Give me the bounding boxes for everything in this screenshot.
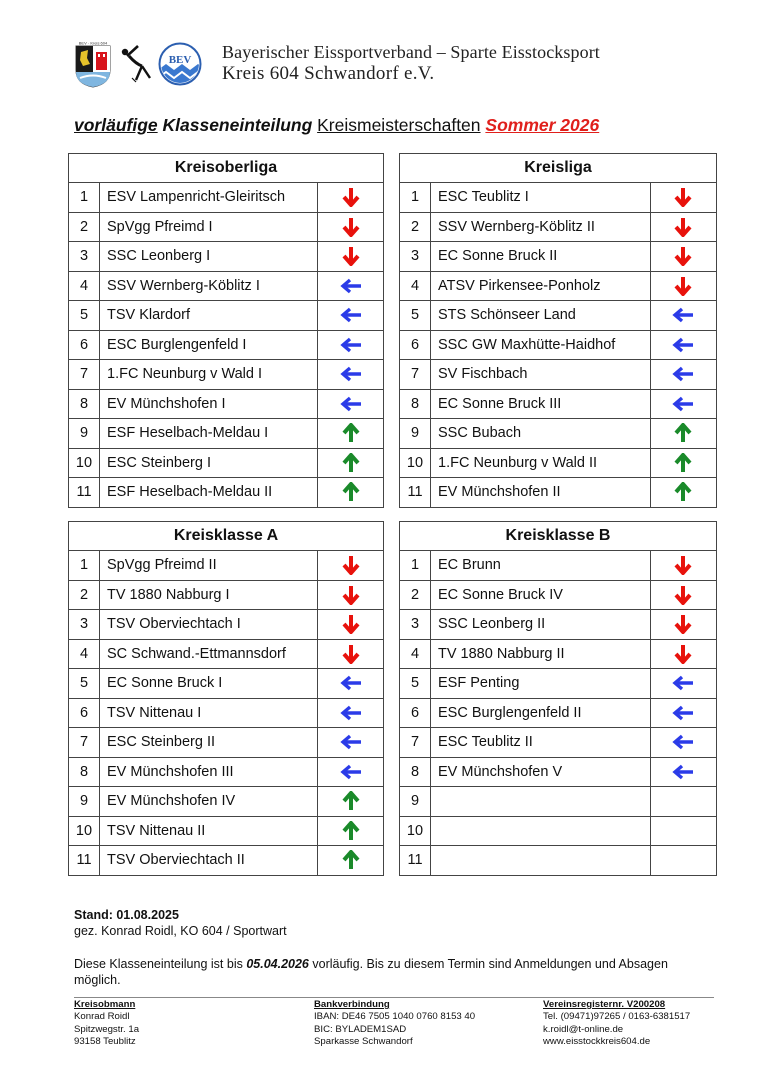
team-name: ESF Penting	[431, 669, 651, 699]
movement-cell	[650, 610, 716, 640]
team-name: SpVgg Pfreimd I	[100, 212, 318, 242]
footer-registry-contact	[543, 999, 690, 1049]
position: 9	[69, 419, 100, 449]
footer-line: Konrad Roidl	[74, 1011, 130, 1023]
table-row	[69, 419, 384, 449]
arrow-up-icon	[674, 484, 692, 500]
movement-cell	[318, 330, 384, 360]
table-row	[400, 183, 717, 213]
movement-cell	[650, 360, 716, 390]
footer-heading: Bankverbindung	[314, 999, 390, 1010]
table-row	[400, 551, 717, 581]
org-line-1: Bayerischer Eissportverband – Sparte Eisstocksport	[222, 42, 600, 62]
position: 8	[400, 757, 431, 787]
arrow-up-icon	[342, 793, 360, 809]
position: 8	[400, 389, 431, 419]
arrow-up-icon	[342, 823, 360, 839]
movement-cell	[650, 580, 716, 610]
movement-cell	[318, 787, 384, 817]
stand-info	[74, 907, 287, 939]
table-row	[69, 551, 384, 581]
table-row	[69, 478, 384, 508]
movement-cell	[650, 448, 716, 478]
arrow-left-icon	[340, 764, 362, 780]
title-provisional: vorläufige	[74, 115, 158, 135]
movement-cell	[650, 757, 716, 787]
bev-logo	[158, 42, 202, 91]
team-name: ESC Teublitz II	[431, 728, 651, 758]
footer-heading: Vereinsregisternr. V200208	[543, 999, 666, 1010]
movement-cell	[650, 389, 716, 419]
team-name: ESC Burglengenfeld I	[100, 330, 318, 360]
movement-cell	[650, 183, 716, 213]
team-name: ATSV Pirkensee-Ponholz	[431, 271, 651, 301]
svg-text:BEV · Kreis 604: BEV · Kreis 604	[78, 40, 108, 45]
arrow-left-icon	[340, 734, 362, 750]
movement-cell	[318, 271, 384, 301]
position: 7	[69, 360, 100, 390]
footer-line: Spitzwegstr. 1a	[74, 1023, 140, 1035]
arrow-left-icon	[672, 675, 694, 691]
movement-cell	[318, 698, 384, 728]
movement-cell	[318, 389, 384, 419]
arrow-down-icon	[342, 587, 360, 603]
position: 9	[400, 419, 431, 449]
team-name: ESC Steinberg II	[100, 728, 318, 758]
arrow-up-icon	[342, 852, 360, 868]
table-row	[400, 846, 717, 876]
position: 7	[400, 728, 431, 758]
team-name: TV 1880 Nabburg I	[100, 580, 318, 610]
table-row	[69, 580, 384, 610]
title-season: Sommer 2026	[485, 115, 600, 135]
team-name: EC Sonne Bruck I	[100, 669, 318, 699]
footer-line: 93158 Teublitz	[74, 1036, 136, 1048]
league-name: Kreisliga	[400, 154, 717, 183]
movement-cell	[318, 610, 384, 640]
team-name: EC Sonne Bruck II	[431, 242, 651, 272]
team-name: EC Sonne Bruck IV	[431, 580, 651, 610]
position: 1	[69, 551, 100, 581]
position: 9	[69, 787, 100, 817]
team-name	[431, 846, 651, 876]
position: 11	[400, 846, 431, 876]
movement-cell	[650, 301, 716, 331]
arrow-down-icon	[674, 189, 692, 205]
table-row	[69, 787, 384, 817]
footer-kreisobmann	[74, 999, 139, 1049]
movement-cell	[318, 419, 384, 449]
page-title	[74, 115, 599, 136]
position: 5	[400, 301, 431, 331]
team-name: 1.FC Neunburg v Wald I	[100, 360, 318, 390]
team-name: ESV Lampenricht-Gleiritsch	[100, 183, 318, 213]
arrow-left-icon	[672, 366, 694, 382]
team-name	[431, 787, 651, 817]
footer-line: IBAN: DE46 7505 1040 0760 8153 40	[314, 1011, 476, 1023]
arrow-left-icon	[340, 307, 362, 323]
arrow-down-icon	[342, 248, 360, 264]
team-name: 1.FC Neunburg v Wald II	[431, 448, 651, 478]
table-row	[400, 787, 717, 817]
table-row	[400, 301, 717, 331]
arrow-up-icon	[674, 455, 692, 471]
position: 8	[69, 757, 100, 787]
arrow-down-icon	[342, 557, 360, 573]
position: 4	[400, 271, 431, 301]
arrow-down-icon	[674, 646, 692, 662]
arrow-down-icon	[342, 646, 360, 662]
table-row	[69, 757, 384, 787]
movement-cell	[650, 478, 716, 508]
position: 7	[69, 728, 100, 758]
arrow-down-icon	[674, 219, 692, 235]
movement-cell	[318, 639, 384, 669]
position: 10	[400, 816, 431, 846]
arrow-down-icon	[674, 248, 692, 264]
movement-cell	[650, 639, 716, 669]
footer-website-link[interactable]: www.eisstockkreis604.de	[543, 1036, 651, 1048]
table-row	[69, 330, 384, 360]
position: 6	[69, 698, 100, 728]
table-row	[69, 610, 384, 640]
position: 9	[400, 787, 431, 817]
team-name: EC Sonne Bruck III	[431, 389, 651, 419]
organization-name	[222, 42, 600, 85]
movement-cell	[318, 757, 384, 787]
team-name: ESF Heselbach-Meldau I	[100, 419, 318, 449]
movement-cell	[318, 669, 384, 699]
arrow-up-icon	[674, 425, 692, 441]
position: 3	[69, 610, 100, 640]
league-name: Kreisklasse A	[69, 522, 384, 551]
arrow-left-icon	[672, 705, 694, 721]
position: 3	[400, 610, 431, 640]
movement-cell	[650, 551, 716, 581]
team-name: EV Münchshofen III	[100, 757, 318, 787]
league-table-kreisoberliga	[68, 153, 384, 508]
position: 6	[400, 698, 431, 728]
position: 10	[400, 448, 431, 478]
note-text-before: Diese Klasseneinteilung ist bis	[74, 957, 247, 971]
team-name: TSV Oberviechtach I	[100, 610, 318, 640]
movement-cell	[318, 301, 384, 331]
position: 11	[69, 478, 100, 508]
team-name: SSV Wernberg-Köblitz I	[100, 271, 318, 301]
team-name: SSC Leonberg I	[100, 242, 318, 272]
team-name: ESF Heselbach-Meldau II	[100, 478, 318, 508]
table-row	[400, 639, 717, 669]
position: 11	[400, 478, 431, 508]
team-name: SV Fischbach	[431, 360, 651, 390]
league-name: Kreisklasse B	[400, 522, 717, 551]
arrow-down-icon	[342, 616, 360, 632]
footer-line: Sparkasse Schwandorf	[314, 1036, 413, 1048]
arrow-up-icon	[342, 484, 360, 500]
position: 6	[400, 330, 431, 360]
team-name: SSV Wernberg-Köblitz II	[431, 212, 651, 242]
position: 4	[69, 271, 100, 301]
table-row	[400, 610, 717, 640]
table-row	[400, 242, 717, 272]
position: 10	[69, 816, 100, 846]
table-row	[400, 271, 717, 301]
position: 2	[69, 212, 100, 242]
stand-date: Stand: 01.08.2025	[74, 908, 179, 922]
header-logos	[74, 40, 208, 92]
title-championships: Kreismeisterschaften	[317, 115, 481, 135]
movement-cell	[650, 212, 716, 242]
movement-cell	[650, 816, 716, 846]
movement-cell	[650, 669, 716, 699]
team-name: TSV Oberviechtach II	[100, 846, 318, 876]
table-row	[69, 212, 384, 242]
team-name: SSC Bubach	[431, 419, 651, 449]
team-name: ESC Burglengenfeld II	[431, 698, 651, 728]
table-row	[400, 389, 717, 419]
table-row	[400, 728, 717, 758]
movement-cell	[318, 728, 384, 758]
eisstock-player-logo	[118, 42, 152, 91]
movement-cell	[650, 846, 716, 876]
movement-cell	[650, 787, 716, 817]
table-row	[400, 212, 717, 242]
table-row	[400, 580, 717, 610]
team-name: ESC Teublitz I	[431, 183, 651, 213]
table-row	[69, 389, 384, 419]
league-table-kreisklasse-a	[68, 521, 384, 876]
kreis-604-coat-of-arms-logo	[74, 40, 112, 93]
table-row	[69, 271, 384, 301]
table-row	[69, 242, 384, 272]
league-table-kreisklasse-b	[399, 521, 717, 876]
footer-bank-details	[314, 999, 475, 1049]
table-row	[400, 757, 717, 787]
team-name: TSV Nittenau II	[100, 816, 318, 846]
movement-cell	[650, 419, 716, 449]
movement-cell	[318, 242, 384, 272]
table-row	[400, 330, 717, 360]
position: 5	[400, 669, 431, 699]
table-row	[400, 816, 717, 846]
arrow-left-icon	[672, 764, 694, 780]
team-name: TSV Nittenau I	[100, 698, 318, 728]
arrow-down-icon	[342, 219, 360, 235]
table-row	[69, 698, 384, 728]
footer-divider	[74, 997, 714, 998]
position: 2	[400, 212, 431, 242]
arrow-down-icon	[674, 557, 692, 573]
league-name: Kreisoberliga	[69, 154, 384, 183]
position: 4	[400, 639, 431, 669]
arrow-left-icon	[340, 337, 362, 353]
arrow-down-icon	[342, 189, 360, 205]
position: 5	[69, 669, 100, 699]
arrow-left-icon	[340, 366, 362, 382]
note-deadline-date: 05.04.2026	[246, 957, 309, 971]
movement-cell	[318, 183, 384, 213]
position: 3	[400, 242, 431, 272]
table-row	[400, 669, 717, 699]
team-name: SpVgg Pfreimd II	[100, 551, 318, 581]
svg-text:BEV: BEV	[168, 53, 192, 66]
movement-cell	[318, 212, 384, 242]
movement-cell	[318, 551, 384, 581]
team-name: ESC Steinberg I	[100, 448, 318, 478]
table-row	[69, 360, 384, 390]
table-row	[400, 698, 717, 728]
movement-cell	[650, 330, 716, 360]
footer-line: BIC: BYLADEM1SAD	[314, 1023, 407, 1035]
position: 10	[69, 448, 100, 478]
team-name: STS Schönseer Land	[431, 301, 651, 331]
arrow-left-icon	[672, 307, 694, 323]
movement-cell	[318, 448, 384, 478]
position: 1	[400, 551, 431, 581]
position: 3	[69, 242, 100, 272]
team-name: EV Münchshofen V	[431, 757, 651, 787]
team-name	[431, 816, 651, 846]
table-row	[69, 183, 384, 213]
team-name: SSC GW Maxhütte-Haidhof	[431, 330, 651, 360]
position: 4	[69, 639, 100, 669]
league-table-kreisliga	[399, 153, 717, 508]
team-name: EC Brunn	[431, 551, 651, 581]
team-name: TSV Klardorf	[100, 301, 318, 331]
table-row	[400, 478, 717, 508]
table-row	[69, 669, 384, 699]
note-text-after: vorläufig. Bis zu diesem Termin sind Anmeldungen und Absagen möglich.	[74, 957, 668, 987]
position: 2	[400, 580, 431, 610]
movement-cell	[650, 271, 716, 301]
movement-cell	[318, 478, 384, 508]
arrow-left-icon	[672, 734, 694, 750]
table-row	[69, 846, 384, 876]
movement-cell	[318, 580, 384, 610]
movement-cell	[650, 728, 716, 758]
footer-line: Tel. (09471)97265 / 0163-6381517	[543, 1011, 691, 1023]
movement-cell	[318, 360, 384, 390]
arrow-down-icon	[674, 616, 692, 632]
arrow-left-icon	[340, 396, 362, 412]
provisional-note	[74, 956, 704, 988]
position: 2	[69, 580, 100, 610]
arrow-left-icon	[672, 337, 694, 353]
footer-heading: Kreisobmann	[74, 999, 136, 1010]
org-line-2: Kreis 604 Schwandorf e.V.	[222, 63, 435, 84]
team-name: TV 1880 Nabburg II	[431, 639, 651, 669]
table-row	[69, 816, 384, 846]
team-name: EV Münchshofen II	[431, 478, 651, 508]
arrow-left-icon	[340, 675, 362, 691]
arrow-left-icon	[672, 396, 694, 412]
team-name: EV Münchshofen I	[100, 389, 318, 419]
table-row	[400, 419, 717, 449]
table-row	[400, 448, 717, 478]
position: 11	[69, 846, 100, 876]
table-row	[69, 301, 384, 331]
position: 1	[69, 183, 100, 213]
arrow-down-icon	[674, 587, 692, 603]
table-row	[69, 728, 384, 758]
arrow-left-icon	[340, 278, 362, 294]
position: 1	[400, 183, 431, 213]
team-name: SSC Leonberg II	[431, 610, 651, 640]
position: 6	[69, 330, 100, 360]
movement-cell	[650, 242, 716, 272]
table-row	[69, 639, 384, 669]
movement-cell	[318, 816, 384, 846]
title-classification: Klasseneinteilung	[157, 115, 318, 135]
arrow-up-icon	[342, 455, 360, 471]
table-row	[69, 448, 384, 478]
movement-cell	[318, 846, 384, 876]
arrow-down-icon	[674, 278, 692, 294]
team-name: EV Münchshofen IV	[100, 787, 318, 817]
arrow-up-icon	[342, 425, 360, 441]
table-row	[400, 360, 717, 390]
position: 7	[400, 360, 431, 390]
footer-email-link[interactable]: k.roidl@t-online.de	[543, 1023, 624, 1035]
movement-cell	[650, 698, 716, 728]
position: 5	[69, 301, 100, 331]
position: 8	[69, 389, 100, 419]
team-name: SC Schwand.-Ettmannsdorf	[100, 639, 318, 669]
signed-by: gez. Konrad Roidl, KO 604 / Sportwart	[74, 924, 287, 938]
arrow-left-icon	[340, 705, 362, 721]
